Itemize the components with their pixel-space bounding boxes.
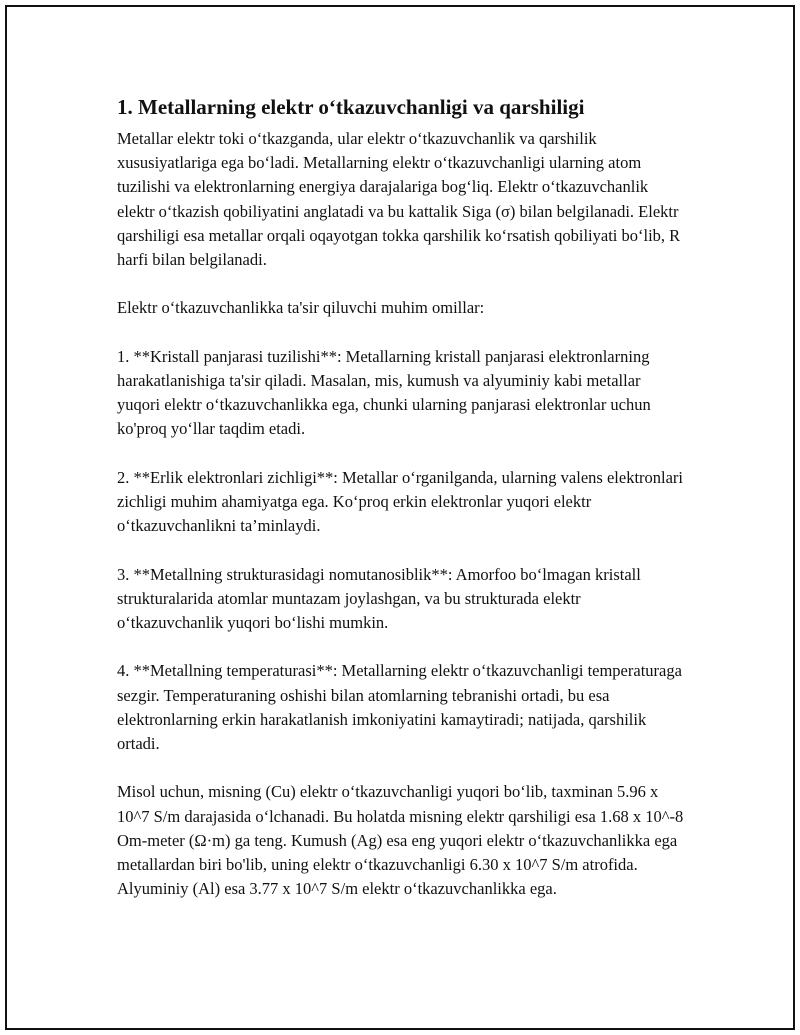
factor-2-paragraph: 2. **Erlik elektronlari zichligi**: Metallar o‘rganilganda, ularning valens elektronlari zichligi muhim ahamiyatga ega. Ko‘proq erkin elektronlar yuqori elektr o‘tkazuvchanlikni ta’minlaydi.: [117, 467, 684, 536]
factor-3-paragraph: 3. **Metallning strukturasidagi nomutanosiblik**: Amorfoo bo‘lmagan kristall strukturalarida atomlar muntazam joylashgan, va bu strukturada elektr o‘tkazuvchanlik yuqori bo‘lishi mumkin.: [117, 564, 641, 632]
intro-paragraph: Metallar elektr toki o‘tkazganda, ular elektr o‘tkazuvchanlik va qarshilik xususiyatlariga ega bo‘ladi. Metallarning elektr o‘tkazuvchanligi ularning atom tuzilishi va elektronlarning energiya darajalariga bog‘liq. Elektr o‘tkazuvchanlik elektr o‘tkazish qobiliyatini anglatadi va bu kattalik Siga (σ) bilan belgilanadi. Elektr qarshiligi esa metallar orqali oqayotgan tokka qarshilik ko‘rsatish qobiliyati bo‘lib, R harfi bilan belgilanadi.: [117, 129, 681, 270]
example-paragraph: Misol uchun, misning (Cu) elektr o‘tkazuvchanligi yuqori bo‘lib, taxminan 5.96 x 10^7 S/m darajasida o‘lchanadi. Bu holatda misning elektr qarshiligi esa 1.68 x 10^-8 Om-meter (Ω·m) ga teng. Kumush (Ag) esa eng yuqori elektr o‘tkazuvchanlikka ega metallardan biri bo'lib, uning elektr o‘tkazuvchanligi 6.30 x 10^7 S/m atrofida. Alyuminiy (Al) esa 3.77 x 10^7 S/m elektr o‘tkazuvchanlikka ega.: [117, 782, 684, 899]
factor-1-paragraph: 1. **Kristall panjarasi tuzilishi**: Metallarning kristall panjarasi elektronlarning harakatlanishiga ta'sir qiladi. Masalan, mis, kumush va alyuminiy kabi metallar yuqori elektr o‘tkazuvchanlikka ega, chunki ularning panjarasi elektronlar uchun ko'proq yo‘llar taqdim etadi.: [117, 346, 651, 439]
factor-4-paragraph: 4. **Metallning temperaturasi**: Metallarning elektr o‘tkazuvchanligi temperaturaga sezgir. Temperaturaning oshishi bilan atomlarning tebranishi ortadi, bu esa elektronlarning erkin harakatlanish imkoniyatini kamaytiradi; natijada, qarshilik ortadi.: [117, 661, 682, 753]
document-content: [117, 93, 687, 901]
document-title: 1. Metallarning elektr o‘tkazuvchanligi va qarshiligi: [117, 95, 585, 119]
factors-heading-paragraph: Elektr o‘tkazuvchanlikka ta'sir qiluvchi muhim omillar:: [117, 298, 485, 318]
